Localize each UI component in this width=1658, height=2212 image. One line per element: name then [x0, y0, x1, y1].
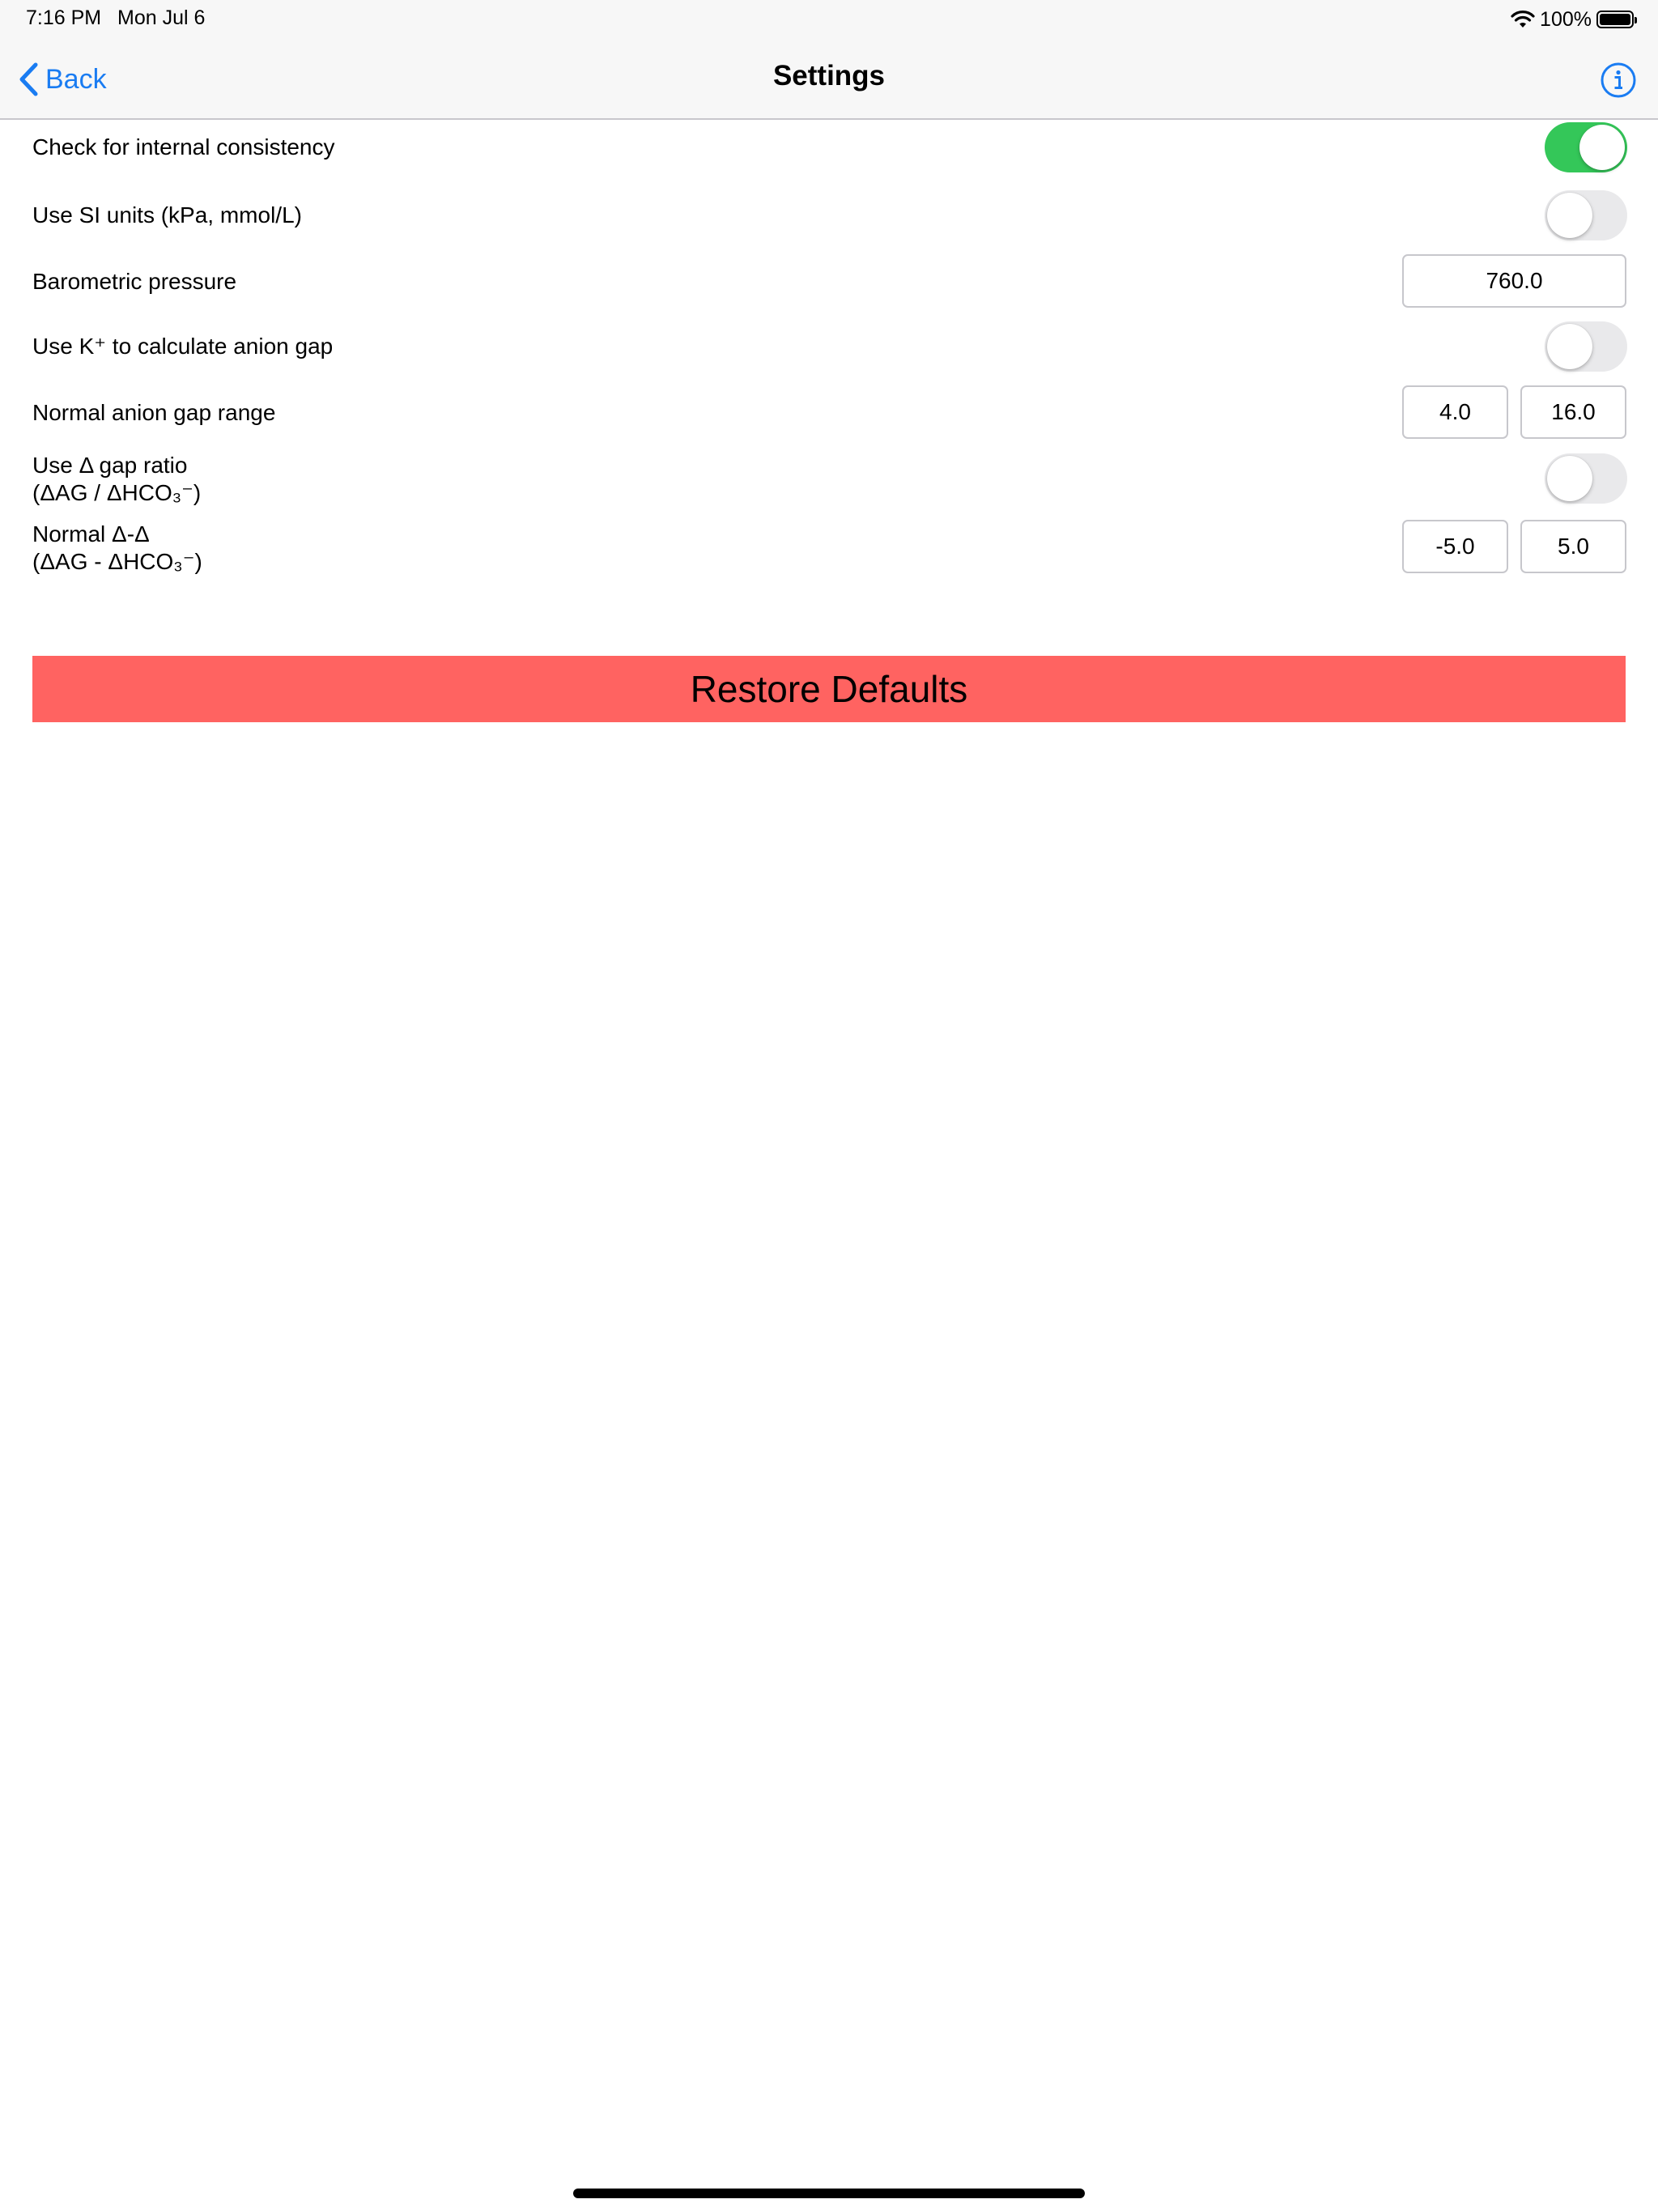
si-units-toggle[interactable]: [1545, 190, 1627, 240]
wifi-icon: [1511, 10, 1535, 29]
battery-percent: 100%: [1540, 7, 1592, 31]
internal-consistency-toggle[interactable]: [1545, 122, 1627, 172]
home-indicator[interactable]: [573, 2189, 1085, 2198]
si-units-label: Use SI units (kPa, mmol/L): [32, 202, 302, 228]
use-k-label: Use K⁺ to calculate anion gap: [32, 334, 334, 359]
anion-gap-range-label: Normal anion gap range: [32, 400, 276, 425]
battery-level: [1600, 14, 1630, 25]
status-bar: [0, 0, 1658, 39]
use-k-toggle[interactable]: [1545, 321, 1627, 372]
back-label: Back: [45, 63, 107, 95]
toggle-knob: [1579, 125, 1625, 170]
navigation-bar: [0, 39, 1658, 120]
delta-gap-ratio-label: [32, 452, 201, 507]
barometric-pressure-field[interactable]: 760.0: [1402, 254, 1626, 308]
status-indicators: [1511, 5, 1634, 34]
delta-delta-low-field[interactable]: -5.0: [1402, 520, 1508, 573]
delta-gap-ratio-label-line1: Use Δ gap ratio: [32, 453, 188, 478]
status-time: 7:16 PM: [26, 6, 102, 29]
battery-icon: [1596, 11, 1634, 28]
internal-consistency-label: Check for internal consistency: [32, 134, 335, 160]
delta-gap-ratio-toggle[interactable]: [1545, 453, 1627, 504]
normal-delta-delta-label-line2: (ΔAG - ΔHCO₃⁻): [32, 549, 202, 574]
normal-delta-delta-label: [32, 521, 202, 576]
delta-delta-high-field[interactable]: 5.0: [1520, 520, 1626, 573]
status-date: Mon Jul 6: [117, 6, 206, 29]
barometric-pressure-label: Barometric pressure: [32, 269, 237, 294]
restore-defaults-button[interactable]: Restore Defaults: [32, 656, 1626, 722]
anion-gap-low-field[interactable]: 4.0: [1402, 385, 1508, 439]
anion-gap-high-field[interactable]: 16.0: [1520, 385, 1626, 439]
normal-delta-delta-label-line1: Normal Δ-Δ: [32, 521, 150, 547]
page-title: Settings: [772, 60, 886, 91]
delta-gap-ratio-label-line2: (ΔAG / ΔHCO₃⁻): [32, 480, 202, 505]
info-circle-icon[interactable]: [1600, 62, 1637, 99]
toggle-knob: [1547, 456, 1592, 501]
toggle-knob: [1547, 324, 1592, 369]
toggle-knob: [1547, 193, 1592, 238]
